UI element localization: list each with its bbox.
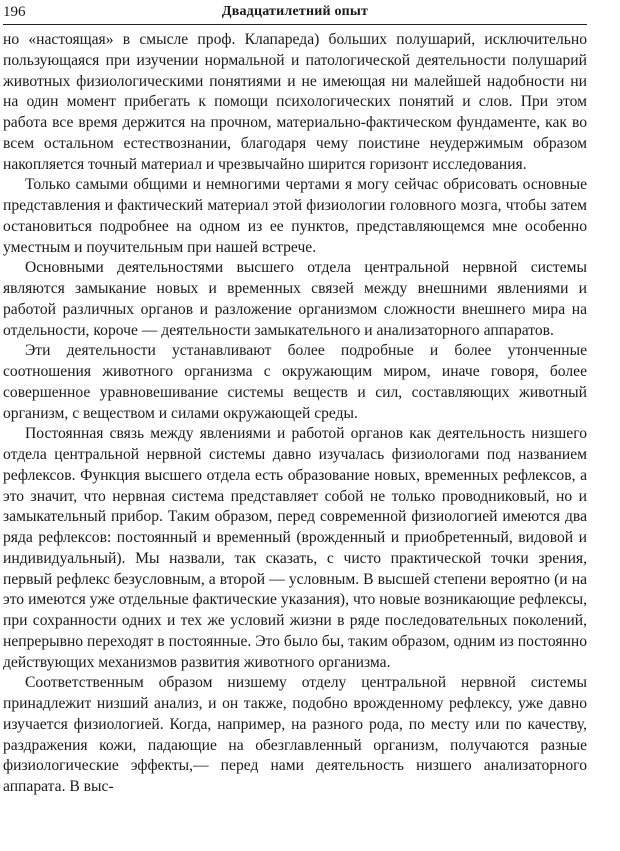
body-text bbox=[3, 30, 587, 798]
paragraph-1: но «настоящая» в смысле проф. Клапареда) больших полушарий, исключительно пользующаяся при изучении нормальной и патологической деятельности полушарий животных физиологическими понятиями и не имеющая ни малейшей надобности ни на один момент прибегать к помощи психологических понятий и слов. При этом работа все время держится на прочном, материально-фактическом фундаменте, как во всем остальном естествознании, благодаря чему поистине неудержимым образом накопляется точный материал и чрезвычайно ширится горизонт исследования. bbox=[3, 31, 587, 173]
header-rule bbox=[3, 24, 587, 25]
paragraph-2: Только самыми общими и немногими чертами я могу сейчас обрисовать основные представления и фактический материал этой физиологии головного мозга, чтобы затем остановиться подробнее на одном из ее пунктов, представляющемся мне особенно уместным и поучительным при нашей встрече. bbox=[3, 176, 587, 256]
paragraph-5: Постоянная связь между явлениями и работой органов как деятельность низшего отдела центральной нервной системы давно изучалась физиологами под названием рефлексов. Функция высшего отдела есть образование новых, временных рефлексов, а это значит, что нервная система представляет собой не только проводниковый, но и замыкательный прибор. Таким образом, перед современной физиологией имеются два ряда рефлексов: постоянный и временный (врожденный и приобретенный, видовой и индивидуальный). Мы назвали, так сказать, с чисто практической точки зрения, первый рефлекс безусловным, а второй — условным. В высшей степени вероятно (и на это имеются уже отдельные фактические указания), что новые возникающие рефлексы, при сохранности одних и тех же условий жизни в ряде последовательных поколений, непрерывно переходят в постоянные. Это было бы, таким образом, одним из постоянно действующих механизмов развития животного организма. bbox=[3, 425, 587, 671]
paragraph-4: Эти деятельности устанавливают более подробные и более утонченные соотношения животного организма с окружающим миром, иначе говоря, более совершенное уравновешивание системы веществ и сил, составляющих животный организм, с веществом и силами окружающей среды. bbox=[3, 342, 587, 422]
paragraph-3: Основными деятельностями высшего отдела центральной нервной системы являются замыкание новых и временных связей между внешними явлениями и работой различных органов и разложение организмом сложности внешнего мира на отдельности, короче — деятельности замыкательного и анализаторного аппаратов. bbox=[3, 259, 587, 339]
running-title: Двадцатилетний опыт bbox=[221, 4, 369, 19]
document-page bbox=[3, 0, 587, 851]
page-number: 196 bbox=[3, 4, 26, 20]
paragraph-6: Соответственным образом низшему отделу центральной нервной системы принадлежит низший анализ, и он также, подобно врожденному рефлексу, уже давно изучается физиологией. Когда, например, на разного рода, по месту или по качеству, раздражения кожи, падающие на обезглавленный организм, получаются разные физиологические эффекты,— перед нами деятельность низшего анализаторного аппарата. В выс- bbox=[3, 674, 587, 795]
page-header bbox=[3, 0, 587, 24]
